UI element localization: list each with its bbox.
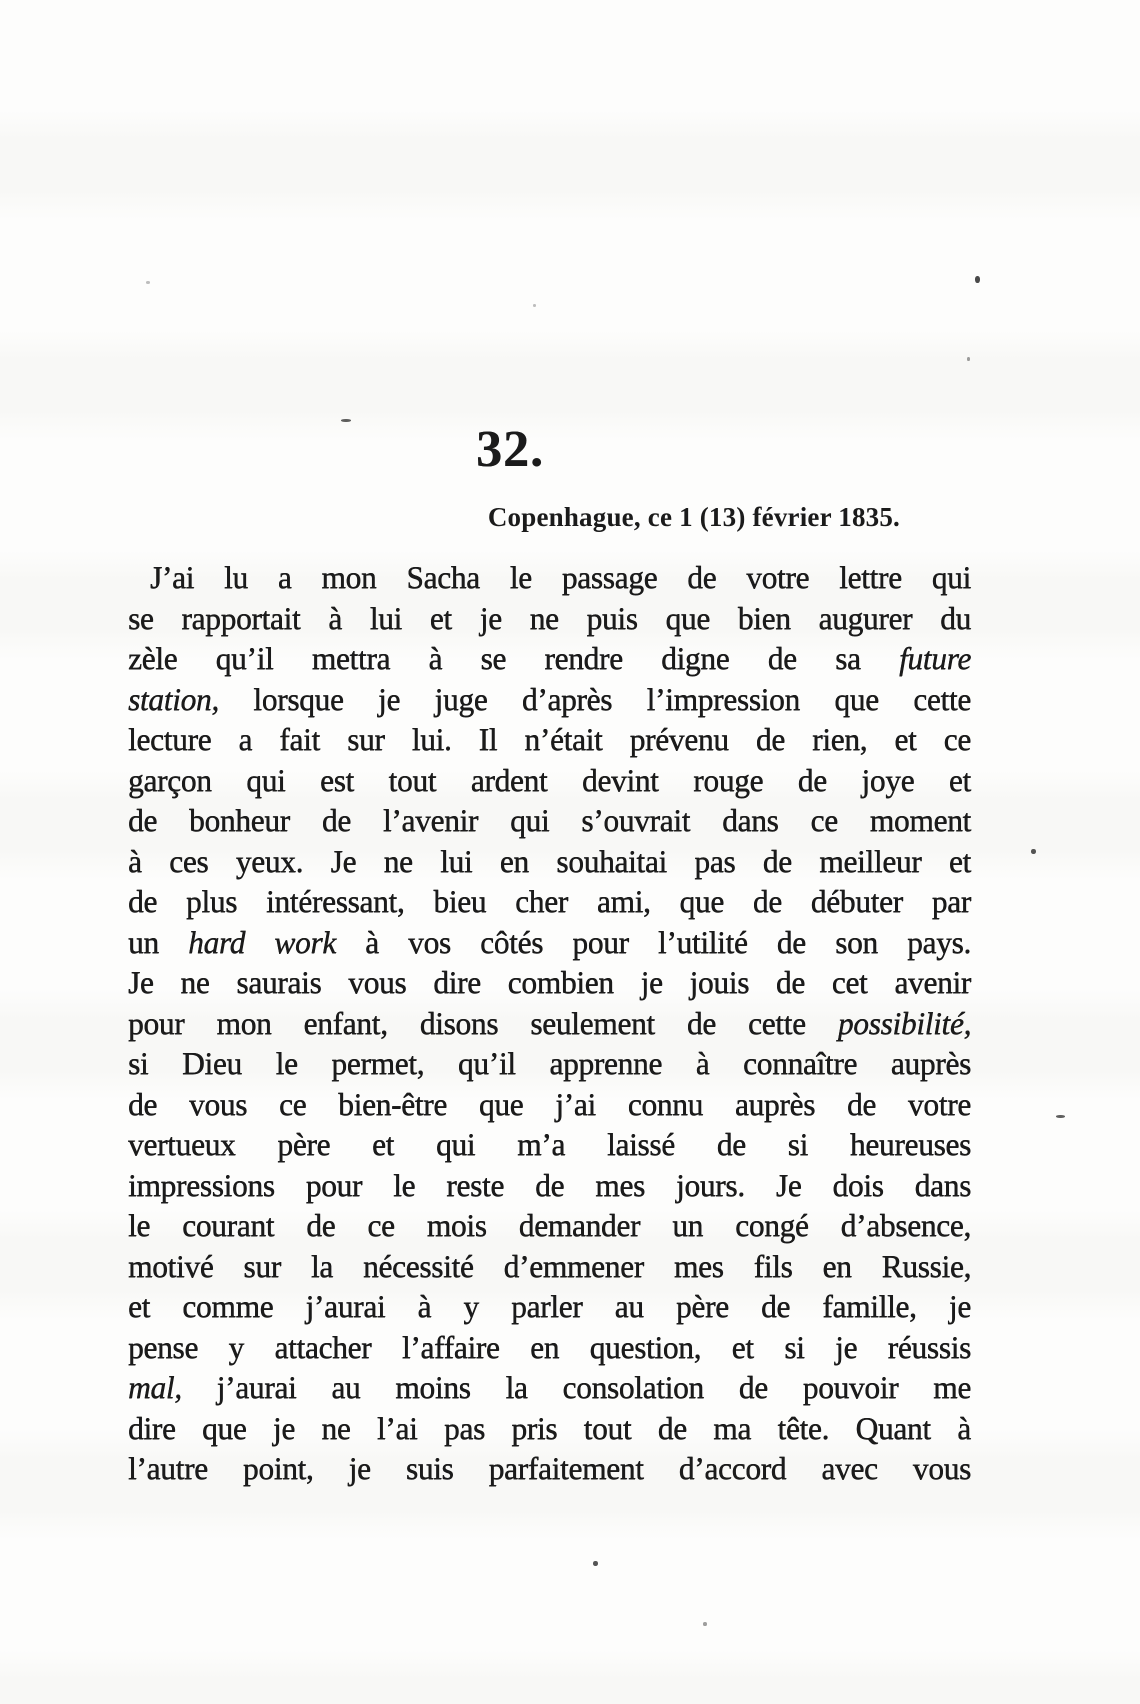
word: ce [278,1086,307,1122]
word: côtés [480,924,544,960]
word: vous [348,965,407,1000]
word: auprès [890,1046,971,1081]
word: de [686,1005,716,1041]
word: saurais [236,965,322,1000]
word: y [228,1329,244,1365]
word: si [784,1329,805,1365]
word: Quant [855,1410,931,1446]
word: de [535,1167,565,1203]
text-line [128,1409,971,1450]
word: le [509,560,532,595]
word: work [274,924,336,960]
word: je [948,1289,971,1324]
word: d’accord [678,1451,787,1486]
word: intéressant, [266,884,405,919]
word: a [238,722,253,757]
word: lui. [411,722,452,757]
word: rendre [544,641,623,676]
word: possibilité, [837,1005,971,1041]
word: de [657,1410,687,1446]
word: comme [182,1289,274,1324]
word: de [738,1370,768,1405]
word: meilleur [819,843,922,879]
word: puis [586,600,638,636]
text-line [128,1449,971,1490]
scan-speck [533,304,536,307]
word: lu [224,560,248,595]
word: j’aurai [216,1370,297,1405]
word: heureuses [849,1127,971,1162]
section-number: 32. [476,421,544,478]
word: jours. [675,1167,745,1203]
word: Il [478,722,498,757]
word: parfaitement [488,1451,644,1486]
word: devint [581,762,659,798]
text-line [128,680,971,721]
word: du [940,600,971,636]
word: connaître [743,1046,858,1081]
word: connu [627,1086,703,1122]
word: père [675,1289,729,1324]
word: motivé [128,1248,214,1284]
text-line [128,1044,971,1085]
word: rien, [812,722,868,757]
text-line [128,761,971,802]
word: dire [433,965,481,1000]
word: consolation [562,1370,704,1405]
word: ami, [596,884,651,919]
text-line [128,923,971,964]
word: jouis [689,965,750,1000]
word: digne [661,641,730,676]
word: bien-être [338,1086,447,1122]
word: d’absence, [840,1208,971,1243]
word: de [846,1086,876,1122]
scan-speck [1031,849,1036,854]
word: qui [435,1127,476,1162]
word: Je [330,843,357,879]
word: ne [321,1410,351,1446]
text-line [128,639,971,680]
word: dois [832,1167,884,1203]
word: plus [185,884,238,919]
word: et [948,843,971,879]
word: prévenu [629,722,729,757]
word: et [948,762,971,798]
word: pour [572,924,629,960]
word: moment [869,803,971,838]
text-line [128,1166,971,1207]
word: de [128,803,158,838]
word: rouge [693,762,764,798]
word: que [478,1086,524,1122]
word: je [835,1329,858,1365]
word: Dieu [182,1046,242,1081]
word: mois [426,1208,487,1243]
word: je [479,600,502,636]
word: combien [507,965,614,1000]
word: Je [775,1167,802,1203]
word: vous [188,1086,248,1122]
word: à [365,924,379,960]
word: pour [305,1167,363,1203]
word: et [429,600,452,636]
text-line [128,1247,971,1288]
word: de [755,722,785,757]
word: vos [408,924,451,960]
word: ce [367,1208,395,1243]
word: de [128,884,158,919]
word: sur [243,1248,281,1284]
word: pense [128,1329,198,1365]
word: de [761,1289,791,1324]
word: j’ai [555,1086,596,1122]
word: l’affaire [401,1329,500,1365]
word: station, [128,681,219,717]
word: fait [279,722,320,757]
word: je [348,1451,371,1486]
word: si [128,1046,149,1081]
word: de [762,843,792,879]
letter-body [128,558,971,1490]
word: lui [440,843,473,879]
word: je [272,1410,295,1446]
scan-speck [146,281,150,284]
word: seulement [530,1005,655,1041]
word: que [202,1410,247,1446]
word: un [128,924,159,960]
word: je [640,965,663,1000]
word: débuter [810,884,903,919]
word: ne [383,843,413,879]
text-line [128,1328,971,1369]
word: hard [188,924,246,960]
word: d’après [521,681,613,717]
word: ardent [470,762,548,798]
word: de [776,924,806,960]
word: votre [746,560,810,595]
word: ce [943,722,971,757]
text-line [128,1085,971,1126]
word: parler [511,1289,583,1324]
word: garçon [128,762,212,798]
word: à [328,600,342,636]
word: par [931,884,971,919]
word: lettre [839,560,902,595]
word: la [310,1248,333,1284]
word: de [775,965,805,1000]
word: je [378,681,401,717]
word: lorsque [253,681,344,717]
word: pas [694,843,736,879]
text-line [128,963,971,1004]
word: le [128,1208,151,1243]
letter-dateline: Copenhague, ce 1 (13) février 1835. [487,502,900,532]
word: que [665,600,710,636]
word: point, [242,1451,314,1486]
word: s’ouvrait [581,803,691,838]
word: l’impression [646,681,800,717]
scan-speck [341,419,351,422]
word: n’était [524,722,603,757]
word: mes [595,1167,645,1203]
word: future [898,641,971,676]
word: Je [128,965,154,1000]
word: mal, [128,1370,182,1405]
word: et [372,1127,395,1162]
text-line [128,882,971,923]
word: en [530,1329,560,1365]
word: fils [753,1248,793,1284]
word: qui [510,803,550,838]
word: de [752,884,782,919]
word: vertueux [128,1127,236,1162]
word: à [128,843,142,879]
word: de [321,803,351,838]
word: tout [388,762,437,798]
word: l’ai [376,1410,418,1446]
word: avenir [894,965,971,1000]
word: et [894,722,917,757]
word: un [672,1208,703,1243]
word: courant [182,1208,275,1243]
word: de [767,641,797,676]
word: dans [722,803,779,838]
word: lecture [128,722,212,757]
word: sur [347,722,385,757]
word: dire [128,1410,176,1446]
word: qui [931,560,971,595]
word: auprès [734,1086,816,1122]
word: l’avenir [382,803,479,838]
word: cette [913,681,971,717]
text-line [128,1368,971,1409]
word: pris [511,1410,558,1446]
word: et [128,1289,151,1324]
word: nécessité [362,1248,474,1284]
word: avec [821,1451,878,1486]
word: pays. [907,924,971,960]
word: bonheur [189,803,290,838]
word: sa [835,641,861,676]
word: en [499,843,529,879]
word: pouvoir [802,1370,899,1405]
word: suis [405,1451,454,1486]
word: a [277,560,292,595]
word: ce [810,803,838,838]
word: le [393,1167,416,1203]
text-line [128,1004,971,1045]
word: famille, [822,1289,917,1324]
word: disons [419,1005,499,1041]
word: Sacha [406,560,480,595]
word: pour [128,1005,185,1041]
text-line [128,1206,971,1247]
word: se [128,600,154,636]
word: ne [180,965,210,1000]
word: lui [369,600,402,636]
word: l’utilité [657,924,748,960]
word: et [731,1329,754,1365]
text-line [128,801,971,842]
word: de [716,1127,746,1162]
word: qu’il [457,1046,516,1081]
word: yeux. [235,843,304,879]
word: souhaitai [556,843,667,879]
word: au [331,1370,361,1405]
word: le [275,1046,298,1081]
word: impressions [128,1167,275,1203]
scan-speck [1056,1115,1065,1118]
word: Russie, [881,1248,971,1284]
word: tête. [777,1410,830,1446]
word: père [277,1127,331,1162]
word: J’ai [150,560,195,595]
word: dans [914,1167,971,1203]
word: permet, [331,1046,425,1081]
word: réussis [887,1329,971,1365]
word: ne [529,600,559,636]
text-line [128,599,971,640]
word: apprenne [549,1046,662,1081]
word: en [822,1248,852,1284]
word: à [417,1289,432,1324]
word: y [463,1289,479,1324]
word: la [505,1370,528,1405]
word: bien [737,600,791,636]
word: demander [518,1208,641,1243]
text-line [128,1125,971,1166]
text-line [128,558,971,599]
word: de [306,1208,336,1243]
word: zèle [128,641,178,676]
word: passage [561,560,658,595]
word: rapportait [181,600,301,636]
word: mon [216,1005,272,1041]
word: votre [907,1086,971,1122]
word: à [428,641,443,676]
word: ces [169,843,209,879]
word: j’aurai [305,1289,386,1324]
word: vous [912,1451,971,1486]
word: question, [589,1329,702,1365]
word: est [320,762,354,798]
word: reste [446,1167,504,1203]
scan-speck [967,357,970,361]
word: me [933,1370,971,1405]
word: que [834,681,879,717]
word: l’autre [128,1451,208,1486]
word: qui [246,762,286,798]
word: au [614,1289,644,1324]
word: que [679,884,724,919]
text-line [128,1287,971,1328]
scan-speck [703,1622,707,1626]
word: ma [713,1410,751,1446]
word: attacher [274,1329,372,1365]
word: mettra [311,641,391,676]
word: si [787,1127,808,1162]
text-line [128,720,971,761]
word: moins [395,1370,471,1405]
word: son [835,924,878,960]
scan-speck [975,276,980,283]
word: joye [861,762,915,798]
word: de [687,560,717,595]
word: cette [748,1005,806,1041]
word: tout [583,1410,632,1446]
text-line [128,842,971,883]
word: à [695,1046,710,1081]
word: qu’il [215,641,274,676]
word: se [480,641,507,676]
word: d’emmener [503,1248,644,1284]
word: à [957,1410,971,1446]
scan-speck [593,1561,598,1566]
word: pas [443,1410,485,1446]
word: juge [434,681,488,717]
word: m’a [517,1127,566,1162]
word: cet [831,965,868,1000]
word: enfant, [303,1005,388,1041]
word: cher [515,884,568,919]
word: laissé [606,1127,675,1162]
word: congé [735,1208,809,1243]
word: bieu [433,884,487,919]
word: de [128,1086,158,1122]
word: mes [673,1248,724,1284]
word: augurer [818,600,913,636]
word: de [797,762,827,798]
word: mon [321,560,377,595]
